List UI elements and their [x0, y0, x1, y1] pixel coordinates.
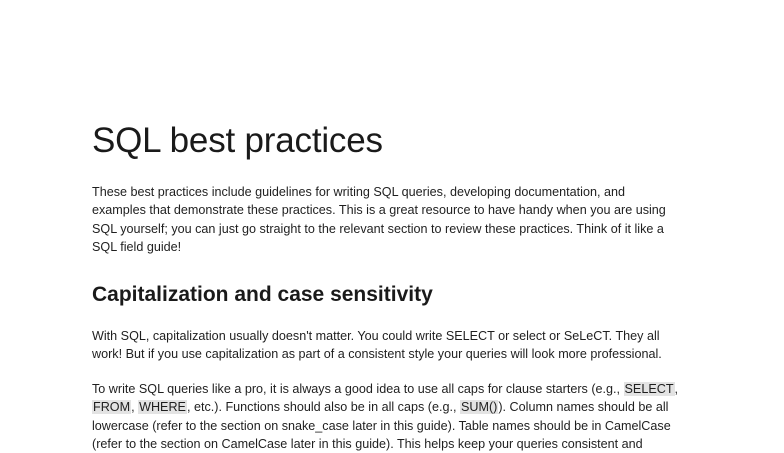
paragraph-line: lowercase (refer to the section on snake_case later in this guide). Table names should be in CamelCase — [92, 418, 671, 433]
intro-line: SQL field guide! — [92, 239, 182, 254]
code-sum: SUM() — [460, 400, 498, 415]
intro-line: These best practices include guidelines for writing SQL queries, developing documentation, and — [92, 185, 625, 199]
intro-line: SQL yourself; you can just go straight to the relevant section to review these practices. Think of it like a — [92, 221, 664, 236]
intro-line: examples that demonstrate these practices. This is a great resource to have handy when you are using — [92, 203, 666, 218]
code-from: FROM — [93, 400, 131, 415]
paragraph-line: (refer to the section on CamelCase later in this guide). This helps keep your queries consistent and — [92, 436, 643, 451]
paragraph-line — [92, 398, 692, 416]
intro-paragraph — [92, 183, 692, 256]
section-heading: Capitalization and case sensitivity — [92, 283, 433, 306]
paragraph-line: work! But if you use capitalization as part of a consistent style your queries will look more professional. — [92, 347, 662, 362]
paragraph-line — [92, 380, 692, 398]
paragraph-text: , etc.). Functions should also be in all caps (e.g., — [186, 400, 460, 415]
code-where: WHERE — [139, 400, 186, 415]
paragraph-text: To write SQL queries like a pro, it is always a good idea to use all caps for clause starters (e.g., — [92, 382, 624, 396]
code-select: SELECT — [624, 382, 674, 396]
paragraph-text: , — [131, 400, 139, 415]
page-title: SQL best practices — [92, 121, 383, 160]
paragraph-text: , — [674, 382, 679, 396]
capitalization-paragraph — [92, 327, 692, 364]
pro-tips-paragraph — [92, 380, 692, 453]
paragraph-line: With SQL, capitalization usually doesn't matter. You could write SELECT or select or SeLeCT. They all — [92, 329, 660, 343]
paragraph-text: ). Column names should be all — [498, 400, 669, 415]
